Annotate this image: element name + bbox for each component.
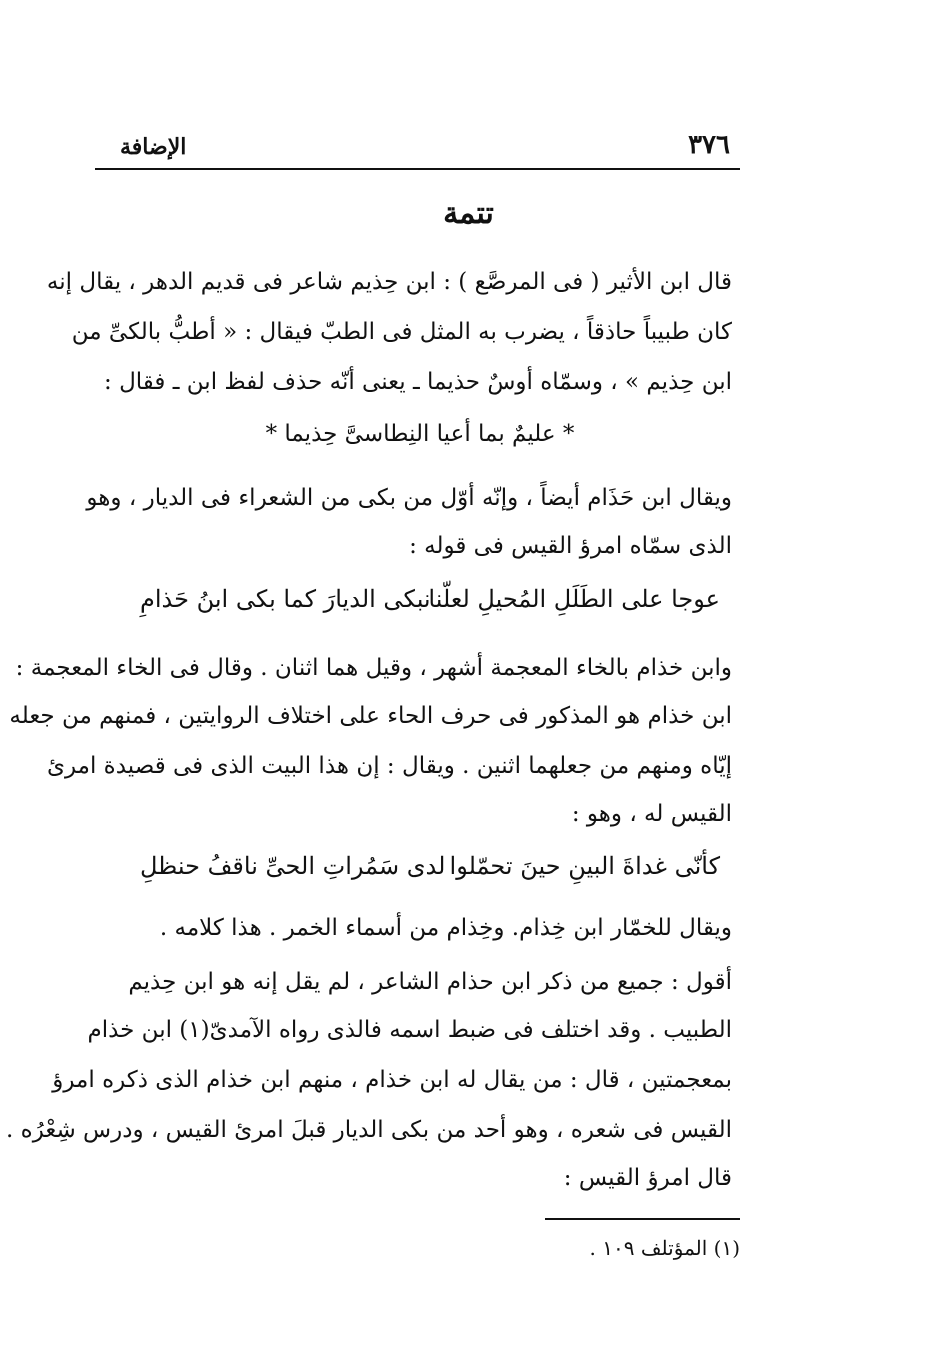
section-title: تتمة bbox=[443, 196, 494, 231]
verse-hemistich: * عليمٌ بما أعيا النِطاسىَّ حِذيما * bbox=[265, 421, 575, 447]
text-line: قال امرؤ القيس : bbox=[563, 1165, 732, 1191]
text-line: ويقال ابن حَذَام أيضاً ، وإنّه أوّل من بكى من الشعراء فى الديار ، وهو bbox=[86, 485, 732, 511]
running-head bbox=[95, 128, 740, 170]
text-line: أقول : جميع من ذكر ابن حذام الشاعر ، لم يقل إنه هو ابن حِذيم bbox=[128, 969, 732, 995]
text-line: بمعجمتين ، قال : من يقال له ابن خذام ، منهم ابن خذام الذى ذكره امرؤ bbox=[52, 1067, 732, 1093]
text-line: ابن حِذيم » ، وسمّاه أوسٌ حذيما ـ يعنى أنّه حذف لفظ ابن ـ فقال : bbox=[104, 369, 732, 395]
page-number: ٣٧٦ bbox=[688, 130, 730, 160]
text-line: القيس فى شعره ، وهو أحد من بكى الديار قبلَ امرئ القيس ، ودرس شِعْرُه . bbox=[6, 1117, 732, 1143]
text-line: ابن خذام هو المذكور فى حرف الحاء على اختلاف الروايتين ، فمنهم من جعله bbox=[9, 703, 732, 729]
footnote: (١) المؤتلف ١٠٩ . bbox=[589, 1236, 740, 1260]
text-line: كان طبيباً حاذقاً ، يضرب به المثل فى الطبّ فيقال : « أطبُّ بالكىِّ من bbox=[71, 319, 732, 345]
verse-second-hemistich: نبكى الديارَ كما بكى ابنُ حَذامِ bbox=[140, 585, 431, 613]
text-line: الذى سمّاه امرؤ القيس فى قوله : bbox=[409, 533, 732, 559]
text-line: ويقال للخمّار ابن خِذام. وخِذام من أسماء الخمر . هذا كلامه . bbox=[159, 915, 732, 941]
text-line: إيّاه ومنهم من جعلهما اثنين . ويقال : إن هذا البيت الذى فى قصيدة امرئ bbox=[46, 753, 732, 779]
verse-first-hemistich: عوجا على الطَلَلِ المُحيلِ لعلّنا bbox=[428, 585, 720, 613]
running-title: الإضافة bbox=[120, 134, 187, 160]
footnote-separator bbox=[545, 1218, 740, 1220]
verse-couplet bbox=[140, 585, 720, 619]
verse-second-hemistich: لدى سَمُراتِ الحىِّ ناقفُ حنظلِ bbox=[140, 852, 446, 880]
text-line: الطبيب . وقد اختلف فى ضبط اسمه فالذى رواه الآمدىّ(١) ابن خذام bbox=[87, 1017, 732, 1043]
verse-first-hemistich: كأنّى غداةَ البينِ حينَ تحمّلوا bbox=[449, 852, 720, 880]
verse-couplet bbox=[140, 852, 720, 886]
text-line: القيس له ، وهو : bbox=[571, 801, 732, 827]
text-line: وابن خذام بالخاء المعجمة أشهر ، وقيل هما اثنان . وقال فى الخاء المعجمة : bbox=[15, 655, 732, 681]
text-line: قال ابن الأثير ( فى المرصَّع ) : ابن حِذيم شاعر فى قديم الدهر ، يقال إنه bbox=[46, 269, 732, 295]
